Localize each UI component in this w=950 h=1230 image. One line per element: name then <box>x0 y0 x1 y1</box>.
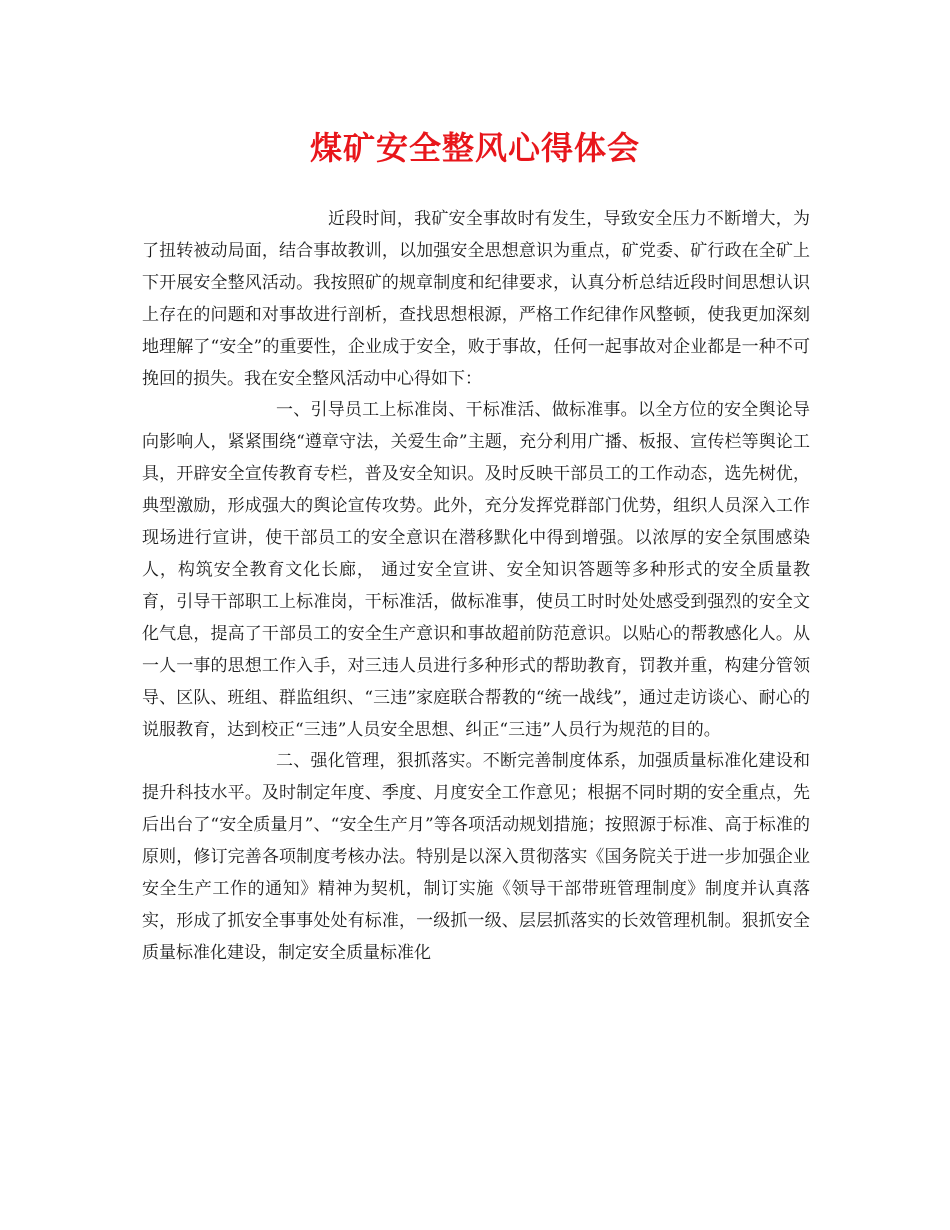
paragraph-section-2: 二、强化管理，狠抓落实。不断完善制度体系，加强质量标准化建设和提升科技水平。及时制定年度、季度、月度安全工作意见；根据不同时期的安全重点，先后出台了“安全质量月”、“安全生产月”等各项活动规划措施；按照源于标准、高于标准的原则，修订完善各项制度考核办法。特别是以深入贯彻落实《国务院关于进一步加强企业安全生产工作的通知》精神为契机，制订实施《领导干部带班管理制度》制度并认真落实，形成了抓安全事事处处有标准，一级抓一级、层层抓落实的长效管理机制。狠抓安全质量标准化建设，制定安全质量标准化 <box>142 751 810 963</box>
paragraph-intro: 近段时间，我矿安全事故时有发生，导致安全压力不断增大，为了扭转被动局面，结合事故教训，以加强安全思想意识为重点，矿党委、矿行政在全矿上下开展安全整风活动。我按照矿的规章制度和纪律要求，认真分析总结近段时间思想认识上存在的问题和对事故进行剖析，查找思想根源，严格工作纪律作风整顿，使我更加深刻地理解了“安全”的重要性，企业成于安全，败于事故，任何一起事故对企业都是一种不可挽回的损失。我在安全整风活动中心得如下： <box>142 209 810 389</box>
document-body <box>142 204 810 970</box>
document-title: 煤矿安全整风心得体会 <box>309 129 640 167</box>
paragraph-section-1: 一、引导员工上标准岗、干标准活、做标准事。以全方位的安全舆论导向影响人，紧紧围绕“遵章守法，关爱生命”主题，充分利用广播、板报、宣传栏等舆论工具，开辟安全宣传教育专栏，普及安全知识。及时反映干部员工的工作动态，选先树优，典型激励，形成强大的舆论宣传攻势。此外，充分发挥党群部门优势，组织人员深入工作现场进行宣讲，使干部员工的安全意识在潜移默化中得到增强。以浓厚的安全氛围感染人，构筑安全教育文化长廊， 通过安全宣讲、安全知识答题等多种形式的安全质量教育，引导干部职工上标准岗，干标准活，做标准事，使员工时时处处感受到强烈的安全文化气息，提高了干部员工的安全生产意识和事故超前防范意识。以贴心的帮教感化人。从一人一事的思想工作入手，对三违人员进行多种形式的帮助教育，罚教并重，构建分管领导、区队、班组、群监组织、“三违”家庭联合帮教的“统一战线”，通过走访谈心、耐心的说服教育，达到校正“三违”人员安全思想、纠正“三违”人员行为规范的目的。 <box>142 400 810 740</box>
